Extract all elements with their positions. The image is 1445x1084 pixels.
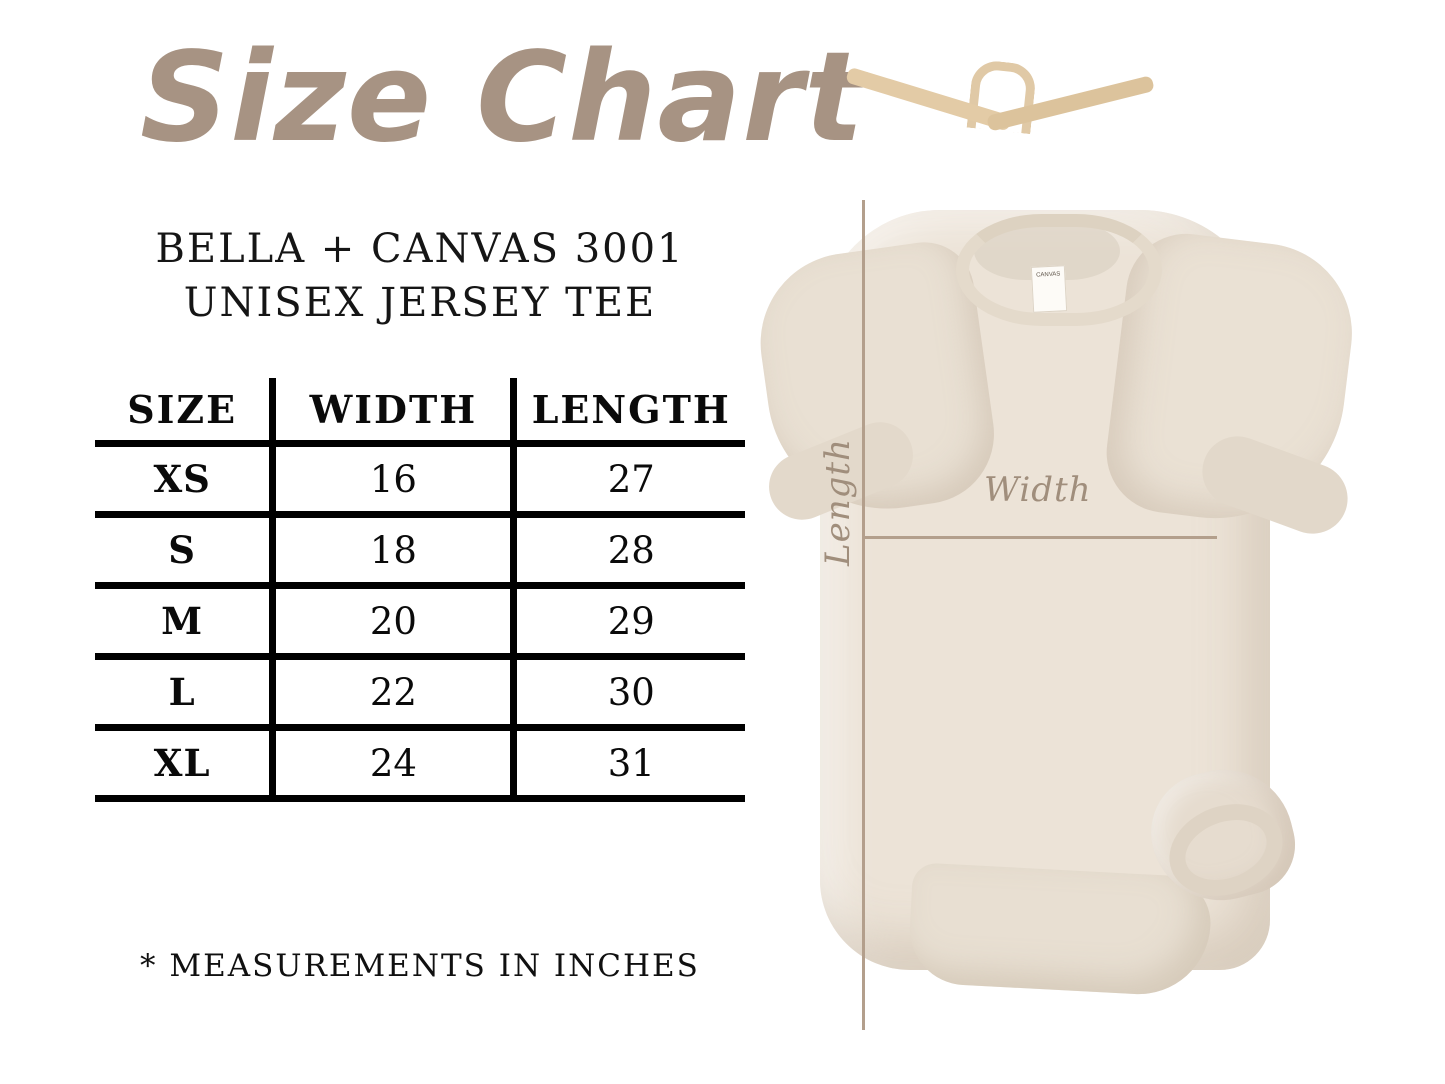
cell-length: 28: [514, 515, 745, 586]
column-header-width: WIDTH: [273, 378, 514, 444]
length-guide-line: [862, 200, 865, 1030]
cell-width: 18: [273, 515, 514, 586]
length-guide-label: Length: [818, 438, 858, 566]
cell-width: 16: [273, 444, 514, 515]
cell-size: XL: [95, 728, 273, 799]
column-header-length: LENGTH: [514, 378, 745, 444]
subtitle-line-2: UNISEX JERSEY TEE: [183, 280, 657, 326]
tshirt-hem: [907, 862, 1213, 998]
tshirt-product-image: [640, 0, 1445, 1084]
cell-size: L: [95, 657, 273, 728]
cell-length: 30: [514, 657, 745, 728]
tshirt-illustration: [760, 170, 1320, 1010]
measurements-note: * MEASUREMENTS IN INCHES: [140, 948, 700, 984]
cell-width: 20: [273, 586, 514, 657]
cell-size: M: [95, 586, 273, 657]
column-header-size: SIZE: [95, 378, 273, 444]
cell-length: 29: [514, 586, 745, 657]
cell-size: S: [95, 515, 273, 586]
width-guide-label: Width: [984, 470, 1092, 510]
cell-length: 27: [514, 444, 745, 515]
cell-size: XS: [95, 444, 273, 515]
subtitle-line-1: BELLA + CANVAS 3001: [155, 226, 685, 272]
cell-length: 31: [514, 728, 745, 799]
product-subtitle: [120, 222, 720, 330]
cell-width: 24: [273, 728, 514, 799]
brand-tag-label: CANVAS: [1031, 265, 1067, 313]
cell-width: 22: [273, 657, 514, 728]
page-title: Size Chart: [140, 26, 865, 170]
width-guide-line: [862, 536, 1217, 539]
